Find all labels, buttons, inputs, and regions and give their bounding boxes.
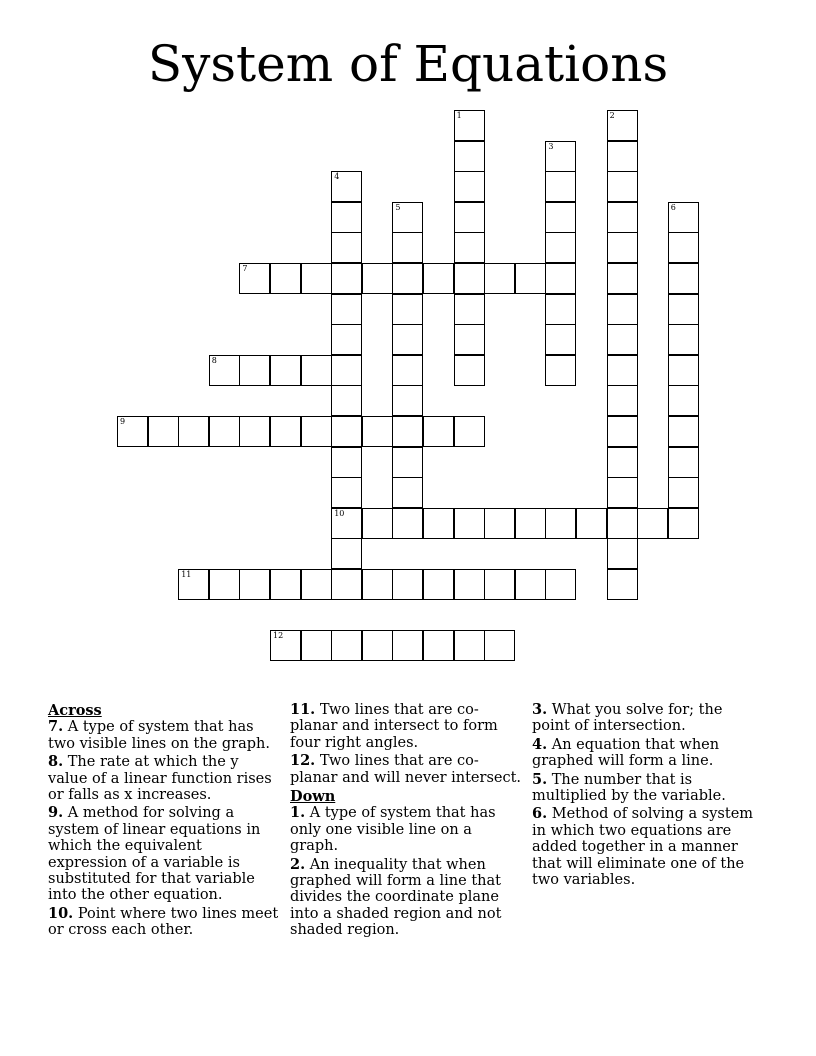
clue-text: Two lines that are co-planar and intersect to form four right angles. [290,702,498,751]
grid-cell[interactable] [454,630,485,661]
grid-cell[interactable] [423,508,454,539]
grid-cell[interactable] [607,569,638,600]
grid-cell[interactable] [668,294,699,325]
grid-cell[interactable] [454,569,485,600]
clue-number: 1. [290,804,306,822]
clue-number: 4. [532,735,548,753]
grid-cell[interactable] [484,263,515,294]
cell-number: 12 [273,631,284,641]
clue-text: Two lines that are co-planar and will never intersect. [290,753,522,786]
clue-down-6 [532,806,764,888]
grid-cell[interactable] [545,324,576,355]
grid-cell[interactable] [331,477,362,508]
grid-cell[interactable] [668,508,699,539]
grid-cell[interactable] [668,355,699,386]
grid-cell[interactable] [545,508,576,539]
cell-number: 8 [211,355,217,365]
cell-number: 11 [181,570,192,579]
grid-cell[interactable] [392,324,423,355]
grid-cell[interactable] [209,416,240,447]
clue-text: What you solve for; the point of intersection. [532,702,723,735]
cell-number: 9 [120,417,126,426]
grid-cell[interactable] [423,630,454,661]
grid-cell[interactable] [545,202,576,233]
grid-cell[interactable] [545,171,576,202]
grid-cell[interactable] [576,508,607,539]
grid-cell[interactable] [515,569,546,600]
grid-cell[interactable] [392,355,423,386]
grid-cell[interactable] [209,569,240,600]
grid-cell[interactable] [331,630,362,661]
clue-number: 6. [532,805,548,823]
grid-cell[interactable] [239,263,270,294]
clue-number: 2. [290,855,306,873]
grid-cell[interactable] [209,355,240,386]
grid-cell[interactable] [392,447,423,478]
clue-number: 7. [48,718,64,736]
cell-number: 1 [456,111,462,120]
grid-cell[interactable] [331,202,362,233]
grid-cell[interactable] [607,324,638,355]
grid-cell[interactable] [392,385,423,416]
grid-cell[interactable] [331,569,362,600]
grid-cell[interactable] [668,477,699,508]
clue-text: The rate at which the y value of a linear function rises or falls as x increases. [48,754,272,804]
grid-cell[interactable] [270,355,301,386]
grid-cell[interactable] [239,416,270,447]
clue-down-1 [290,805,522,854]
grid-cell[interactable] [454,294,485,325]
grid-cell[interactable] [331,263,362,294]
grid-cell[interactable] [545,141,576,172]
clue-number: 3. [532,701,548,718]
grid-cell[interactable] [270,569,301,600]
grid-cell[interactable] [454,202,485,233]
grid-cell[interactable] [392,508,423,539]
grid-cell[interactable] [668,385,699,416]
grid-cell[interactable] [454,324,485,355]
cell-number: 4 [334,172,340,182]
clues-column-3 [532,702,764,890]
grid-cell[interactable] [668,416,699,447]
grid-cell[interactable] [270,263,301,294]
clue-number: 10. [48,904,74,922]
clue-text: An inequality that when graphed will form a line that divides the coordinate plane into a shaded region and not shaded region. [290,856,502,939]
grid-cell[interactable] [117,416,148,447]
grid-cell[interactable] [178,569,209,600]
grid-cell[interactable] [607,508,638,539]
clue-text: A type of system that has only one visible line on a graph. [290,805,496,855]
grid-cell[interactable] [331,324,362,355]
clue-text: The number that is multiplied by the variable. [532,771,726,805]
grid-cell[interactable] [545,355,576,386]
cell-number: 6 [670,202,676,212]
grid-cell[interactable] [331,294,362,325]
grid-cell[interactable] [362,416,393,447]
grid-cell[interactable] [607,141,638,172]
grid-cell[interactable] [362,508,393,539]
grid-cell[interactable] [331,416,362,447]
grid-cell[interactable] [484,569,515,600]
grid-cell[interactable] [392,569,423,600]
grid-cell[interactable] [331,447,362,478]
grid-cell[interactable] [148,416,179,447]
grid-cell[interactable] [454,263,485,294]
clue-number: 5. [532,770,548,788]
grid-cell[interactable] [545,294,576,325]
cell-number: 5 [395,202,401,212]
grid-cell[interactable] [607,385,638,416]
grid-cell[interactable] [331,355,362,386]
grid-cell[interactable] [454,232,485,263]
grid-cell[interactable] [607,232,638,263]
page-title: System of Equations [147,35,669,93]
clue-across-12 [290,753,522,786]
clue-down-5 [532,772,764,805]
grid-cell[interactable] [607,110,638,141]
across-heading: Across [48,702,102,719]
grid-cell[interactable] [607,202,638,233]
grid-cell[interactable] [607,477,638,508]
clue-across-8 [48,754,280,803]
grid-cell[interactable] [454,110,485,141]
clue-across-9 [48,805,280,903]
grid-cell[interactable] [423,263,454,294]
grid-cell[interactable] [301,569,332,600]
grid-cell[interactable] [392,202,423,233]
grid-cell[interactable] [423,416,454,447]
grid-cell[interactable] [239,569,270,600]
grid-cell[interactable] [545,232,576,263]
grid-cell[interactable] [392,477,423,508]
grid-cell[interactable] [270,416,301,447]
grid-cell[interactable] [607,416,638,447]
grid-cell[interactable] [423,569,454,600]
clue-text: Point where two lines meet or cross each other. [48,905,279,939]
grid-cell[interactable] [454,416,485,447]
grid-cell[interactable] [362,630,393,661]
clues-column-1 [48,702,280,941]
grid-cell[interactable] [607,171,638,202]
grid-cell[interactable] [301,416,332,447]
grid-cell[interactable] [668,232,699,263]
grid-cell[interactable] [454,171,485,202]
clue-text: An equation that when graphed will form a line. [532,736,720,770]
grid-cell[interactable] [301,630,332,661]
clue-number: 12. [290,752,316,770]
grid-cell[interactable] [607,355,638,386]
grid-cell[interactable] [270,630,301,661]
cell-number: 10 [334,508,345,518]
cell-number: 7 [242,264,248,273]
grid-cell[interactable] [301,355,332,386]
grid-cell[interactable] [392,416,423,447]
grid-cell[interactable] [607,538,638,569]
clue-across-11 [290,702,522,751]
grid-cell[interactable] [515,508,546,539]
grid-cell[interactable] [392,630,423,661]
grid-cell[interactable] [484,630,515,661]
clue-text: A type of system that has two visible lines on the graph. [48,719,270,752]
grid-cell[interactable] [392,232,423,263]
cell-number: 2 [609,111,615,120]
clue-down-3 [532,702,764,735]
grid-cell[interactable] [454,508,485,539]
grid-cell[interactable] [178,416,209,447]
grid-cell[interactable] [331,171,362,202]
grid-cell[interactable] [545,569,576,600]
grid-cell[interactable] [392,263,423,294]
down-heading: Down [290,788,336,806]
grid-cell[interactable] [392,294,423,325]
clue-number: 11. [290,701,316,718]
grid-cell[interactable] [515,263,546,294]
grid-cell[interactable] [637,508,668,539]
clue-text: A method for solving a system of linear equations in which the equivalent expression of a variable is substituted for that variable into the other equation. [48,805,261,904]
cell-number: 3 [548,141,554,151]
grid-cell[interactable] [301,263,332,294]
grid-cell[interactable] [331,538,362,569]
grid-cell[interactable] [668,263,699,294]
grid-cell[interactable] [362,569,393,600]
clue-across-7 [48,719,280,752]
grid-cell[interactable] [239,355,270,386]
clue-down-4 [532,737,764,770]
clues-column-2 [290,702,522,941]
grid-cell[interactable] [607,447,638,478]
grid-cell[interactable] [545,263,576,294]
clue-text: Method of solving a system in which two equations are added together in a manner that will eliminate one of the two variables. [532,806,754,889]
grid-cell[interactable] [454,141,485,172]
grid-cell[interactable] [607,263,638,294]
grid-cell[interactable] [484,508,515,539]
grid-cell[interactable] [668,202,699,233]
clue-number: 9. [48,804,64,822]
grid-cell[interactable] [331,385,362,416]
clue-down-2 [290,857,522,939]
grid-cell[interactable] [454,355,485,386]
grid-cell[interactable] [331,232,362,263]
grid-cell[interactable] [668,324,699,355]
grid-cell[interactable] [331,508,362,539]
grid-cell[interactable] [668,447,699,478]
grid-cell[interactable] [607,294,638,325]
grid-cell[interactable] [362,263,393,294]
clue-across-10 [48,906,280,939]
clue-number: 8. [48,753,64,771]
